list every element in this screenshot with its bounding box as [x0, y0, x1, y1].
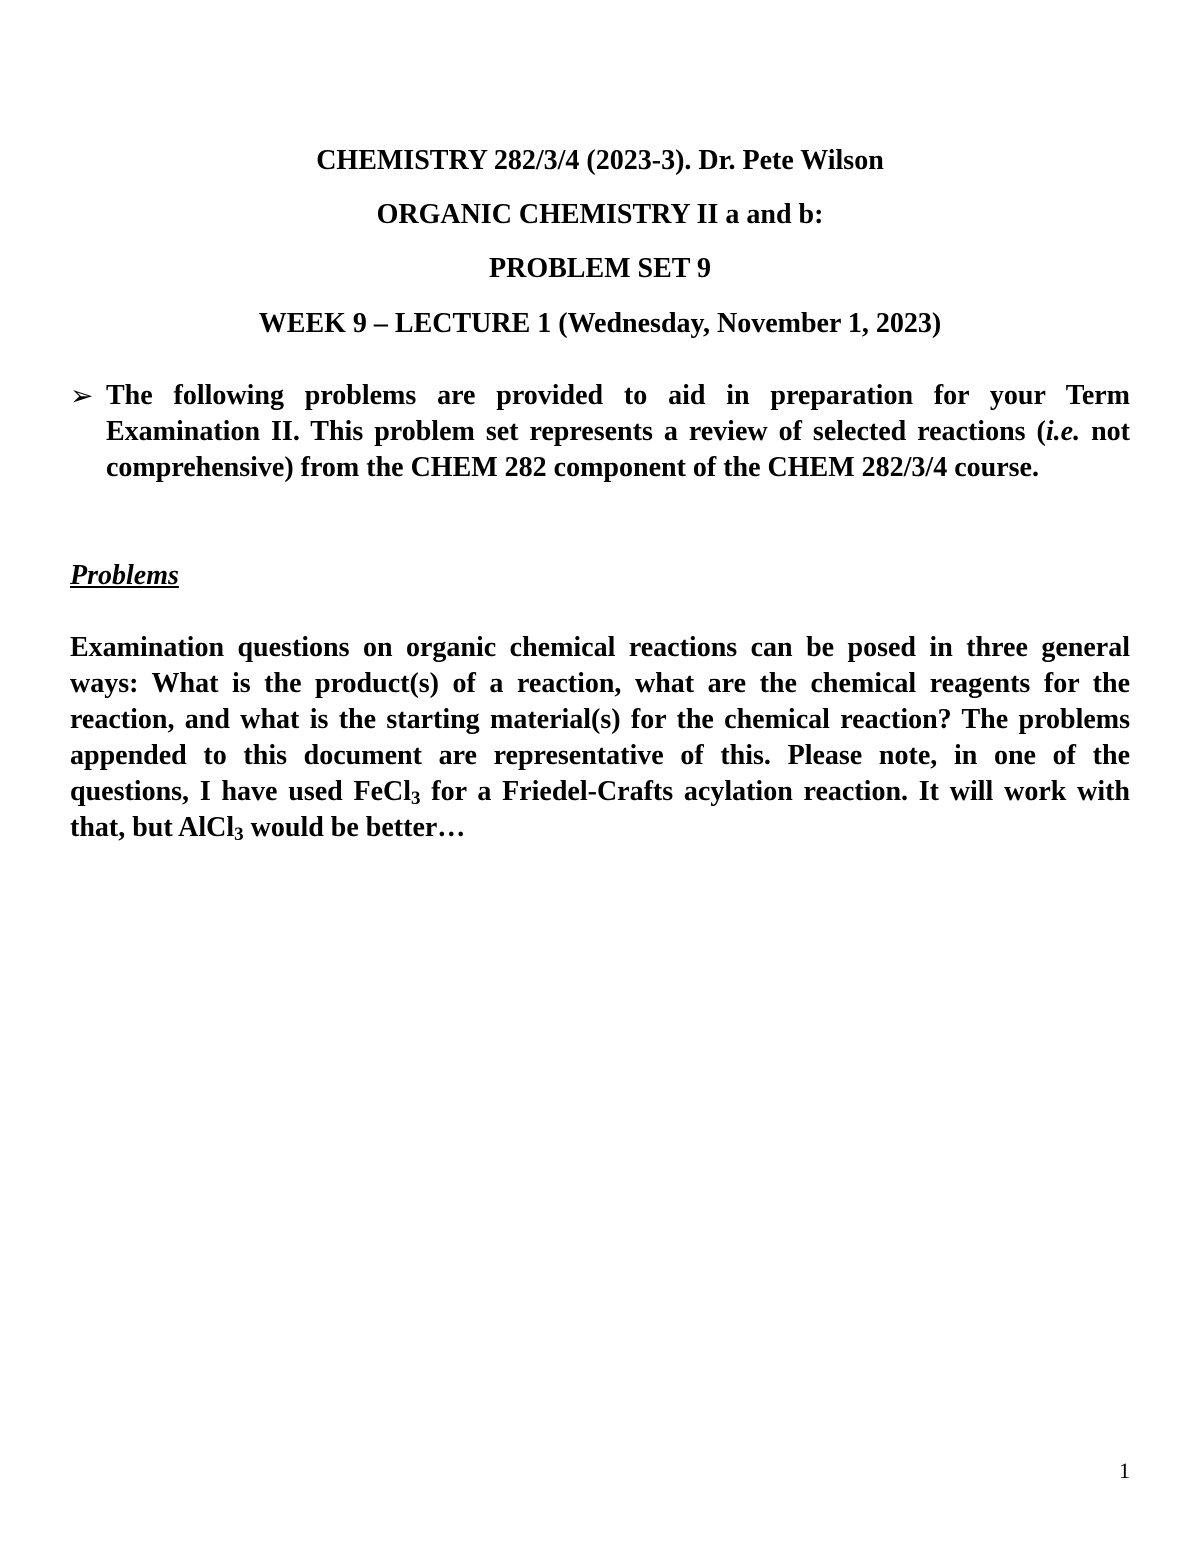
intro-bullet-text [106, 378, 1130, 486]
lecture-date-line: WEEK 9 – LECTURE 1 (Wednesday, November 1, 2023) [258, 308, 942, 339]
fecl3-subscript: 3 [411, 788, 421, 809]
page-number: 1 [1119, 1458, 1130, 1483]
alcl3-subscript: 3 [234, 824, 244, 845]
paragraph-part2: for a Friedel-Crafts acylation reaction. It will work with that, but AlCl [70, 776, 1131, 843]
intro-bullet [70, 378, 1130, 486]
intro-text-part2: not comprehensive) from the CHEM 282 component of the CHEM 282/3/4 course. [106, 416, 1130, 483]
problems-description-paragraph [70, 630, 1130, 846]
course-title: CHEMISTRY 282/3/4 (2023-3). Dr. Pete Wilson [316, 145, 884, 176]
problem-set-title: PROBLEM SET 9 [489, 253, 711, 284]
course-subtitle: ORGANIC CHEMISTRY II a and b: [376, 199, 824, 230]
section-title-problems: Problems [70, 560, 179, 591]
intro-text-italic: i.e. [1045, 416, 1081, 447]
paragraph-part3: would be better… [243, 812, 466, 843]
paragraph-part1: Examination questions on organic chemical reactions can be posed in three general ways: What is the product(s) of a reaction, what are the chemical reagents for the reaction, and what is the starting material(s) for the chemical reaction? The problems appended to this document are representative of this. Please note, in one of the questions, I have used FeCl [70, 632, 1130, 807]
arrow-bullet-icon: ➢ [70, 379, 94, 412]
intro-text-part1: The following problems are provided to aid in preparation for your Term Examination II. This problem set represents a review of selected reactions ( [106, 380, 1130, 447]
